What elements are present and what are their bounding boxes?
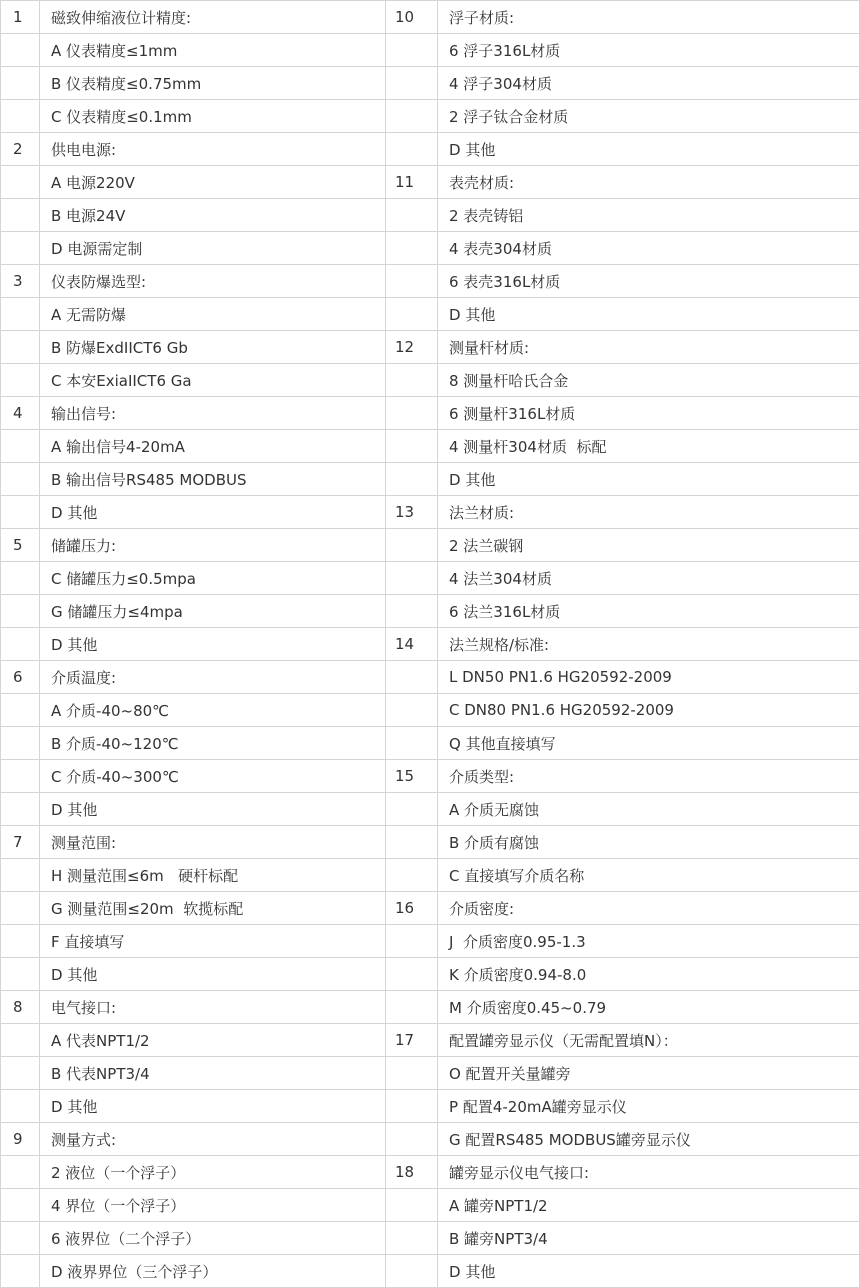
row-number-cell [386,727,438,760]
row-text-cell: 介质类型: [438,760,860,793]
table-row [1,1090,386,1123]
row-number-cell [1,232,40,265]
table-row [1,925,386,958]
table-row [386,199,860,232]
row-number-cell [386,694,438,727]
row-number-cell [1,628,40,661]
table-row [386,100,860,133]
row-text-cell: 2 法兰碳钢 [438,529,860,562]
row-text-cell: B 罐旁NPT3/4 [438,1222,860,1255]
row-text-cell: 2 表壳铸铝 [438,199,860,232]
row-number-cell [386,67,438,100]
table-row [386,562,860,595]
table-row [1,661,386,694]
row-text-cell: C 本安ExiaIICT6 Ga [40,364,386,397]
row-text-cell: C DN80 PN1.6 HG20592-2009 [438,694,860,727]
row-text-cell: D 其他 [40,958,386,991]
row-text-cell: D 其他 [40,793,386,826]
row-number-cell [386,1090,438,1123]
table-row [386,1222,860,1255]
table-row [1,496,386,529]
row-number-cell [386,826,438,859]
row-text-cell: L DN50 PN1.6 HG20592-2009 [438,661,860,694]
table-row [1,859,386,892]
table-row [386,463,860,496]
row-text-cell: A 罐旁NPT1/2 [438,1189,860,1222]
row-text-cell: B 介质有腐蚀 [438,826,860,859]
table-row [386,1189,860,1222]
row-number-cell [386,1255,438,1288]
table-row [386,364,860,397]
row-number-cell: 14 [386,628,438,661]
row-number-cell [1,298,40,331]
table-row [1,232,386,265]
table-row [386,859,860,892]
table-row [386,1,860,34]
row-text-cell: 8 测量杆哈氏合金 [438,364,860,397]
table-row [1,694,386,727]
table-row [386,925,860,958]
row-text-cell: 法兰材质: [438,496,860,529]
row-text-cell: 测量方式: [40,1123,386,1156]
table-row [386,727,860,760]
table-row [1,331,386,364]
table-row [386,133,860,166]
row-number-cell [1,859,40,892]
row-text-cell: G 测量范围≤20m 软揽标配 [40,892,386,925]
row-number-cell [1,430,40,463]
row-text-cell: 磁致伸缩液位计精度: [40,1,386,34]
row-text-cell: P 配置4-20mA罐旁显示仪 [438,1090,860,1123]
row-number-cell [386,364,438,397]
row-text-cell: O 配置开关量罐旁 [438,1057,860,1090]
row-text-cell: 浮子材质: [438,1,860,34]
table-row [386,67,860,100]
row-number-cell [1,1057,40,1090]
table-row [1,595,386,628]
table-row [1,958,386,991]
row-text-cell: 6 法兰316L材质 [438,595,860,628]
row-text-cell: G 储罐压力≤4mpa [40,595,386,628]
row-number-cell [1,364,40,397]
table-row [386,1156,860,1189]
row-text-cell: 表壳材质: [438,166,860,199]
table-row [1,133,386,166]
table-row [386,793,860,826]
row-number-cell [386,265,438,298]
row-number-cell [386,958,438,991]
row-text-cell: B 仪表精度≤0.75mm [40,67,386,100]
row-text-cell: 介质温度: [40,661,386,694]
row-number-cell [1,199,40,232]
row-text-cell: D 其他 [40,1090,386,1123]
row-text-cell: A 电源220V [40,166,386,199]
row-text-cell: C 直接填写介质名称 [438,859,860,892]
row-text-cell: 仪表防爆选型: [40,265,386,298]
row-number-cell [1,1024,40,1057]
table-row [1,199,386,232]
table-row [386,34,860,67]
row-number-cell [1,562,40,595]
table-row [1,562,386,595]
table-row [1,991,386,1024]
row-number-cell [386,232,438,265]
row-text-cell: 4 法兰304材质 [438,562,860,595]
row-text-cell: 6 浮子316L材质 [438,34,860,67]
row-text-cell: B 介质-40~120℃ [40,727,386,760]
row-text-cell: 测量杆材质: [438,331,860,364]
row-text-cell: 6 表壳316L材质 [438,265,860,298]
row-text-cell: C 仪表精度≤0.1mm [40,100,386,133]
table-row [1,166,386,199]
table-row [386,1090,860,1123]
row-text-cell: 配置罐旁显示仪（无需配置填N）： [438,1024,860,1057]
row-text-cell: Q 其他直接填写 [438,727,860,760]
table-row [1,1024,386,1057]
row-number-cell [1,694,40,727]
row-number-cell: 6 [1,661,40,694]
row-number-cell [1,892,40,925]
row-text-cell: 电气接口: [40,991,386,1024]
row-number-cell [1,1090,40,1123]
row-text-cell: 4 表壳304材质 [438,232,860,265]
row-text-cell: 法兰规格/标准: [438,628,860,661]
row-number-cell: 10 [386,1,438,34]
row-number-cell: 11 [386,166,438,199]
table-row [386,958,860,991]
table-row [386,496,860,529]
table-row [386,661,860,694]
table-row [1,793,386,826]
table-row [386,694,860,727]
row-text-cell: 6 液界位（二个浮子） [40,1222,386,1255]
table-row [1,1189,386,1222]
row-number-cell [386,34,438,67]
row-text-cell: 2 浮子钛合金材质 [438,100,860,133]
table-row [1,727,386,760]
table-row [1,1222,386,1255]
row-number-cell [1,496,40,529]
row-number-cell: 1 [1,1,40,34]
row-text-cell: 测量范围: [40,826,386,859]
row-number-cell [1,166,40,199]
row-number-cell: 8 [1,991,40,1024]
table-row [1,1156,386,1189]
row-number-cell [1,331,40,364]
row-text-cell: A 介质-40~80℃ [40,694,386,727]
row-number-cell [1,793,40,826]
row-number-cell [1,67,40,100]
row-number-cell: 12 [386,331,438,364]
table-row [1,265,386,298]
row-number-cell [386,100,438,133]
table-row [386,628,860,661]
row-text-cell: K 介质密度0.94-8.0 [438,958,860,991]
row-text-cell: 介质密度: [438,892,860,925]
table-row [1,67,386,100]
row-number-cell: 15 [386,760,438,793]
left-half [1,1,386,1288]
row-number-cell: 9 [1,1123,40,1156]
row-text-cell: B 防爆ExdIICT6 Gb [40,331,386,364]
row-number-cell [1,463,40,496]
row-text-cell: H 测量范围≤6m 硬杆标配 [40,859,386,892]
row-number-cell [386,661,438,694]
table-row [386,529,860,562]
row-number-cell [1,760,40,793]
table-row [1,397,386,430]
row-number-cell [386,1057,438,1090]
table-row [1,1255,386,1288]
row-text-cell: G 配置RS485 MODBUS罐旁显示仪 [438,1123,860,1156]
row-text-cell: A 介质无腐蚀 [438,793,860,826]
table-row [1,892,386,925]
table-row [386,430,860,463]
row-text-cell: B 电源24V [40,199,386,232]
row-number-cell [386,430,438,463]
row-number-cell: 18 [386,1156,438,1189]
table-row [386,232,860,265]
row-text-cell: D 其他 [40,628,386,661]
row-number-cell [386,1189,438,1222]
row-text-cell: A 代表NPT1/2 [40,1024,386,1057]
table-row [1,760,386,793]
row-text-cell: A 输出信号4-20mA [40,430,386,463]
row-number-cell [386,991,438,1024]
row-text-cell: D 其他 [438,298,860,331]
row-text-cell: C 储罐压力≤0.5mpa [40,562,386,595]
row-number-cell [1,1222,40,1255]
row-text-cell: 储罐压力: [40,529,386,562]
table-row [1,1057,386,1090]
row-number-cell [1,1156,40,1189]
row-number-cell [386,793,438,826]
table-row [1,1123,386,1156]
table-row [386,892,860,925]
table-row [386,760,860,793]
row-number-cell [1,34,40,67]
row-number-cell: 4 [1,397,40,430]
row-number-cell [1,100,40,133]
row-text-cell: 输出信号: [40,397,386,430]
row-number-cell: 2 [1,133,40,166]
row-number-cell: 16 [386,892,438,925]
table-row [386,1024,860,1057]
row-number-cell [1,727,40,760]
table-row [1,364,386,397]
row-text-cell: D 液界界位（三个浮子） [40,1255,386,1288]
row-text-cell: D 电源需定制 [40,232,386,265]
row-number-cell [386,199,438,232]
table-row [1,430,386,463]
right-half [386,1,860,1288]
row-number-cell [386,562,438,595]
row-number-cell [386,529,438,562]
table-row [386,298,860,331]
row-text-cell: 6 测量杆316L材质 [438,397,860,430]
row-number-cell [1,595,40,628]
table-row [386,331,860,364]
row-text-cell: D 其他 [438,133,860,166]
row-number-cell: 17 [386,1024,438,1057]
table-row [1,826,386,859]
row-number-cell [386,1123,438,1156]
row-number-cell [386,397,438,430]
row-number-cell [1,1255,40,1288]
table-row [386,1255,860,1288]
row-text-cell: M 介质密度0.45~0.79 [438,991,860,1024]
table-row [1,298,386,331]
row-number-cell: 3 [1,265,40,298]
row-text-cell: D 其他 [40,496,386,529]
row-number-cell [386,1222,438,1255]
row-text-cell: D 其他 [438,1255,860,1288]
row-text-cell: 2 液位（一个浮子） [40,1156,386,1189]
row-number-cell: 7 [1,826,40,859]
row-number-cell: 5 [1,529,40,562]
row-number-cell [1,925,40,958]
row-text-cell: D 其他 [438,463,860,496]
row-text-cell: A 仪表精度≤1mm [40,34,386,67]
row-text-cell: 4 浮子304材质 [438,67,860,100]
row-number-cell [386,925,438,958]
row-text-cell: F 直接填写 [40,925,386,958]
row-text-cell: 罐旁显示仪电气接口: [438,1156,860,1189]
row-text-cell: B 代表NPT3/4 [40,1057,386,1090]
row-text-cell: 4 界位（一个浮子） [40,1189,386,1222]
row-text-cell: 4 测量杆304材质 标配 [438,430,860,463]
table-row [386,595,860,628]
row-number-cell [386,463,438,496]
table-row [386,397,860,430]
row-text-cell: C 介质-40~300℃ [40,760,386,793]
row-number-cell [386,595,438,628]
row-text-cell: 供电电源: [40,133,386,166]
table-row [1,529,386,562]
row-text-cell: A 无需防爆 [40,298,386,331]
row-number-cell [386,133,438,166]
table-row [1,100,386,133]
table-row [386,265,860,298]
table-row [386,166,860,199]
table-row [386,1123,860,1156]
table-row [386,991,860,1024]
row-number-cell [386,298,438,331]
table-row [1,1,386,34]
table-row [1,628,386,661]
row-number-cell: 13 [386,496,438,529]
table-row [1,34,386,67]
row-text-cell: B 输出信号RS485 MODBUS [40,463,386,496]
row-text-cell: J 介质密度0.95-1.3 [438,925,860,958]
table-row [386,826,860,859]
row-number-cell [386,859,438,892]
row-number-cell [1,958,40,991]
row-number-cell [1,1189,40,1222]
table-row [386,1057,860,1090]
table-row [1,463,386,496]
